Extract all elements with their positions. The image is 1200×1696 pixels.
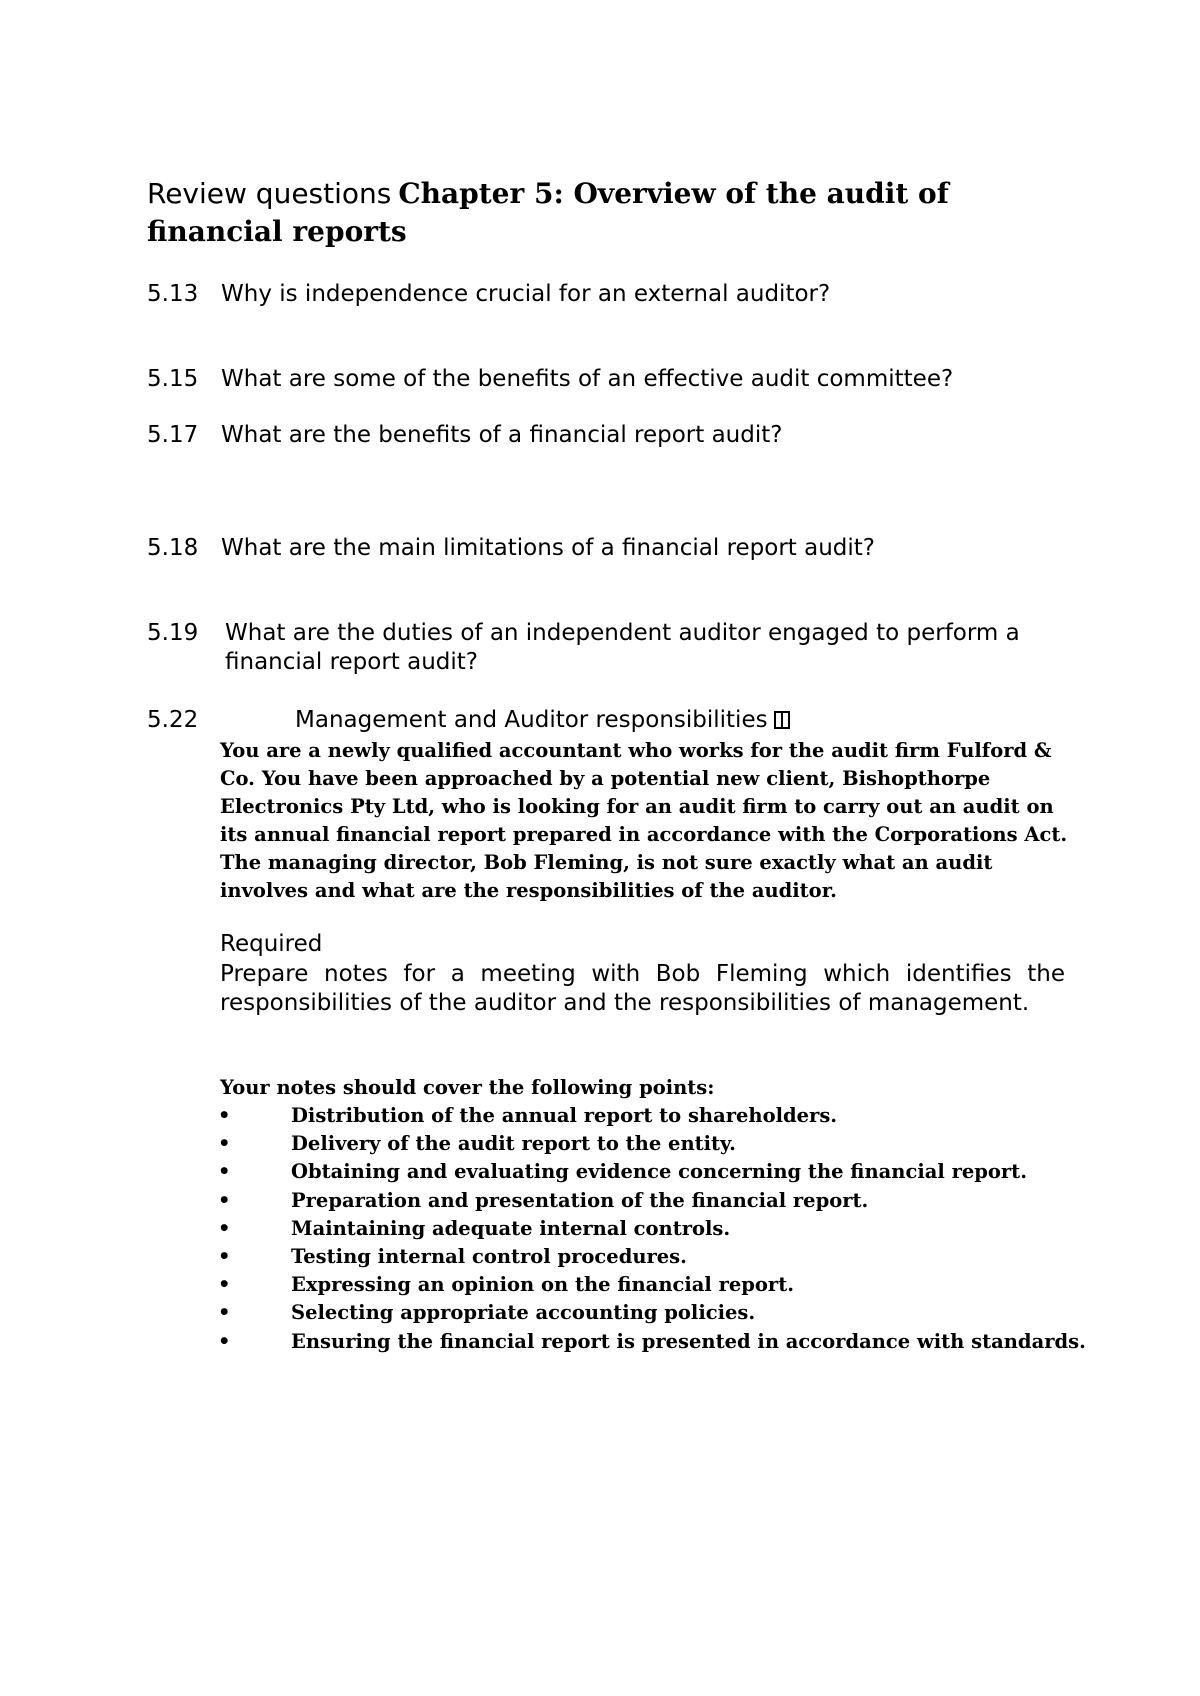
list-item	[218, 1158, 1086, 1186]
bullet-icon: •	[218, 1188, 231, 1212]
question-5-18	[147, 534, 875, 563]
title-main: Chapter 5: Overview of the audit of financial reports	[147, 177, 949, 248]
bullet-icon: •	[218, 1216, 231, 1240]
bullet-icon: •	[218, 1132, 231, 1156]
point-text: Selecting appropriate accounting policies.	[291, 1301, 756, 1325]
question-number: 5.17	[147, 422, 199, 448]
bullet-icon: •	[218, 1104, 231, 1127]
question-number: 5.13	[147, 281, 199, 307]
list-item	[218, 1328, 1086, 1356]
bullet-icon: •	[218, 1273, 231, 1297]
points-list	[218, 1102, 1086, 1356]
question-5-17	[147, 421, 782, 450]
bullet-icon: •	[218, 1160, 231, 1184]
list-item	[218, 1299, 1086, 1327]
case-number: 5.22	[147, 707, 199, 733]
notes-intro: Your notes should cover the following points:	[220, 1076, 715, 1099]
list-item	[218, 1271, 1086, 1299]
bullet-icon: •	[218, 1245, 231, 1269]
case-heading	[147, 706, 790, 735]
point-text: Preparation and presentation of the financial report.	[291, 1188, 869, 1212]
required-text: Prepare notes for a meeting with Bob Fleming which identifies the responsibilities of the auditor and the responsibilities of management.	[220, 961, 1065, 1016]
point-text: Testing internal control procedures.	[291, 1245, 687, 1269]
case-title: Management and Auditor responsibilities	[295, 707, 768, 733]
question-5-13	[147, 280, 830, 309]
question-text: What are the benefits of a financial report audit?	[221, 422, 783, 448]
difficulty-icon	[774, 711, 790, 729]
point-text: Distribution of the annual report to shareholders.	[291, 1104, 838, 1127]
bullet-icon: •	[218, 1301, 231, 1325]
question-number: 5.19	[147, 620, 199, 646]
question-number: 5.15	[147, 366, 199, 392]
point-text: Obtaining and evaluating evidence concerning the financial report.	[291, 1160, 1027, 1184]
point-text: Delivery of the audit report to the entity.	[291, 1132, 736, 1156]
question-5-19	[147, 619, 1067, 677]
required-label: Required	[220, 931, 323, 957]
question-number: 5.18	[147, 535, 199, 561]
list-item	[218, 1187, 1086, 1215]
point-text: Ensuring the financial report is presented in accordance with standards.	[291, 1329, 1086, 1353]
case-scenario: You are a newly qualified accountant who works for the audit firm Fulford & Co. You have been approached by a potential new client, Bishopthorpe Electronics Pty Ltd, who is looking for an audit firm to carry out an audit on its annual financial report prepared in accordance with the Corporations Act. The managing director, Bob Fleming, is not sure exactly what an audit involves and what are the responsibilities of the auditor.	[220, 739, 1068, 902]
question-text: What are some of the benefits of an effective audit committee?	[221, 366, 954, 392]
list-item	[218, 1102, 1086, 1130]
question-5-15	[147, 365, 953, 394]
list-item	[218, 1215, 1086, 1243]
question-text: What are the duties of an independent auditor engaged to perform a financial report audit?	[225, 620, 1020, 675]
page-title	[147, 175, 1067, 251]
title-prefix: Review questions	[147, 177, 392, 210]
question-text: What are the main limitations of a financial report audit?	[221, 535, 876, 561]
list-item	[218, 1130, 1086, 1158]
point-text: Maintaining adequate internal controls.	[291, 1216, 731, 1240]
point-text: Expressing an opinion on the financial report.	[291, 1273, 795, 1297]
bullet-icon: •	[218, 1329, 231, 1353]
question-text: Why is independence crucial for an external auditor?	[221, 281, 831, 307]
list-item	[218, 1243, 1086, 1271]
